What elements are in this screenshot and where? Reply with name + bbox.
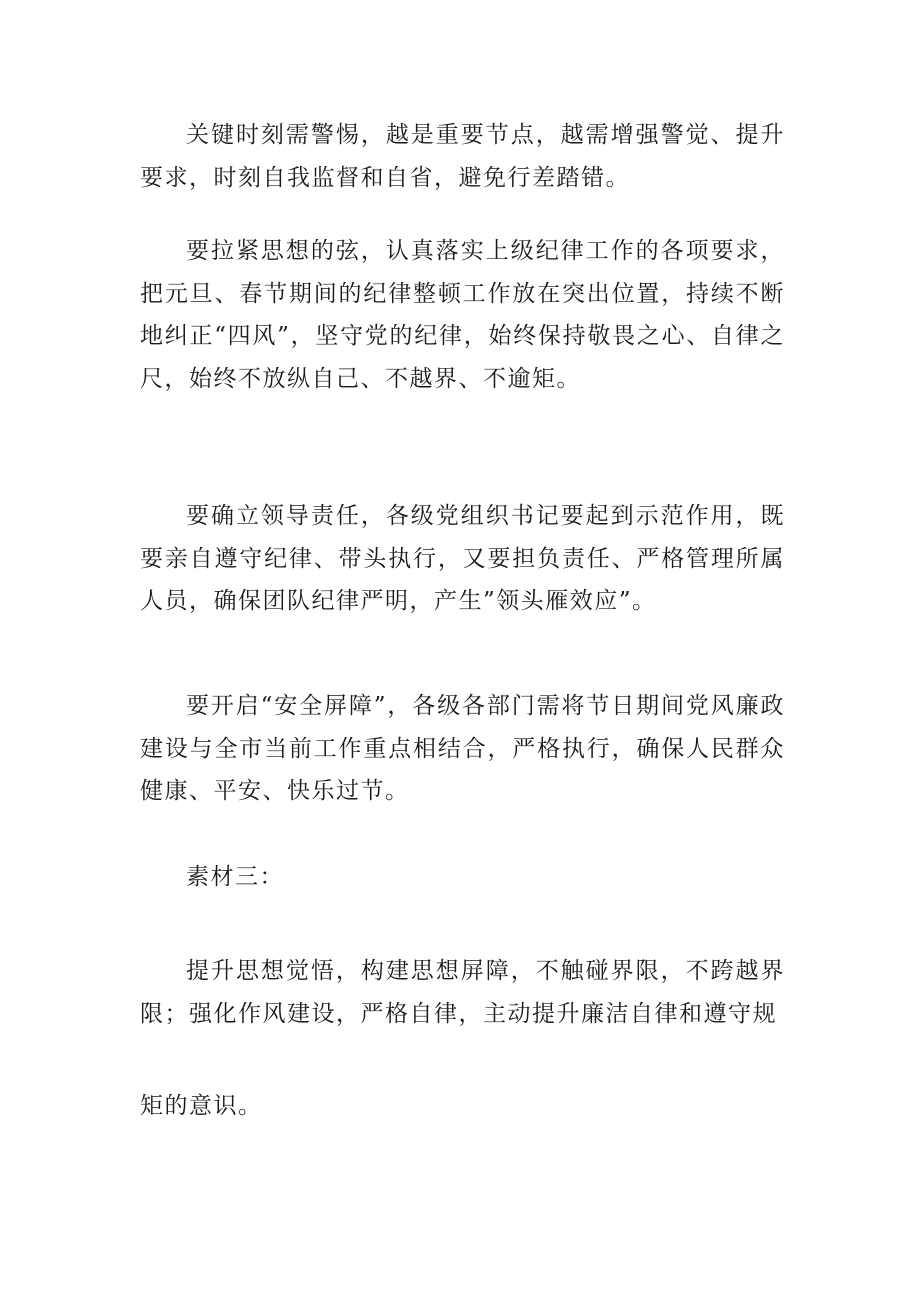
paragraph-7: 矩的意识。 [140, 1093, 263, 1119]
paragraph-6: 提升思想觉悟，构建思想屏障，不触碰界限，不跨越界限；强化作风建设，严格自律，主动提升廉洁自律和遵守规 [140, 958, 785, 1027]
paragraph-3: 要确立领导责任，各级党组织书记要起到示范作用，既要亲自遵守纪律、带头执行，又要担负责任、严格管理所属人员，确保团队纪律严明，产生”领头雁效应”。 [140, 503, 785, 614]
paragraph-1: 关键时刻需警惕，越是重要节点，越需增强警觉、提升要求，时刻自我监督和自省，避免行差踏错。 [140, 122, 785, 191]
paragraph-4: 要开启“安全屏障”，各级各部门需将节日期间党风廉政建设与全市当前工作重点相结合，严格执行，确保人民群众健康、平安、快乐过节。 [140, 693, 785, 804]
section-heading: 素材三： [186, 864, 284, 890]
paragraph-2: 要拉紧思想的弦，认真落实上级纪律工作的各项要求，把元旦、春节期间的纪律整顿工作放在突出位置，持续不断地纠正“四风”，坚守党的纪律，始终保持敬畏之心、自律之尺，始终不放纵自己、不越界、不逾矩。 [140, 238, 785, 392]
